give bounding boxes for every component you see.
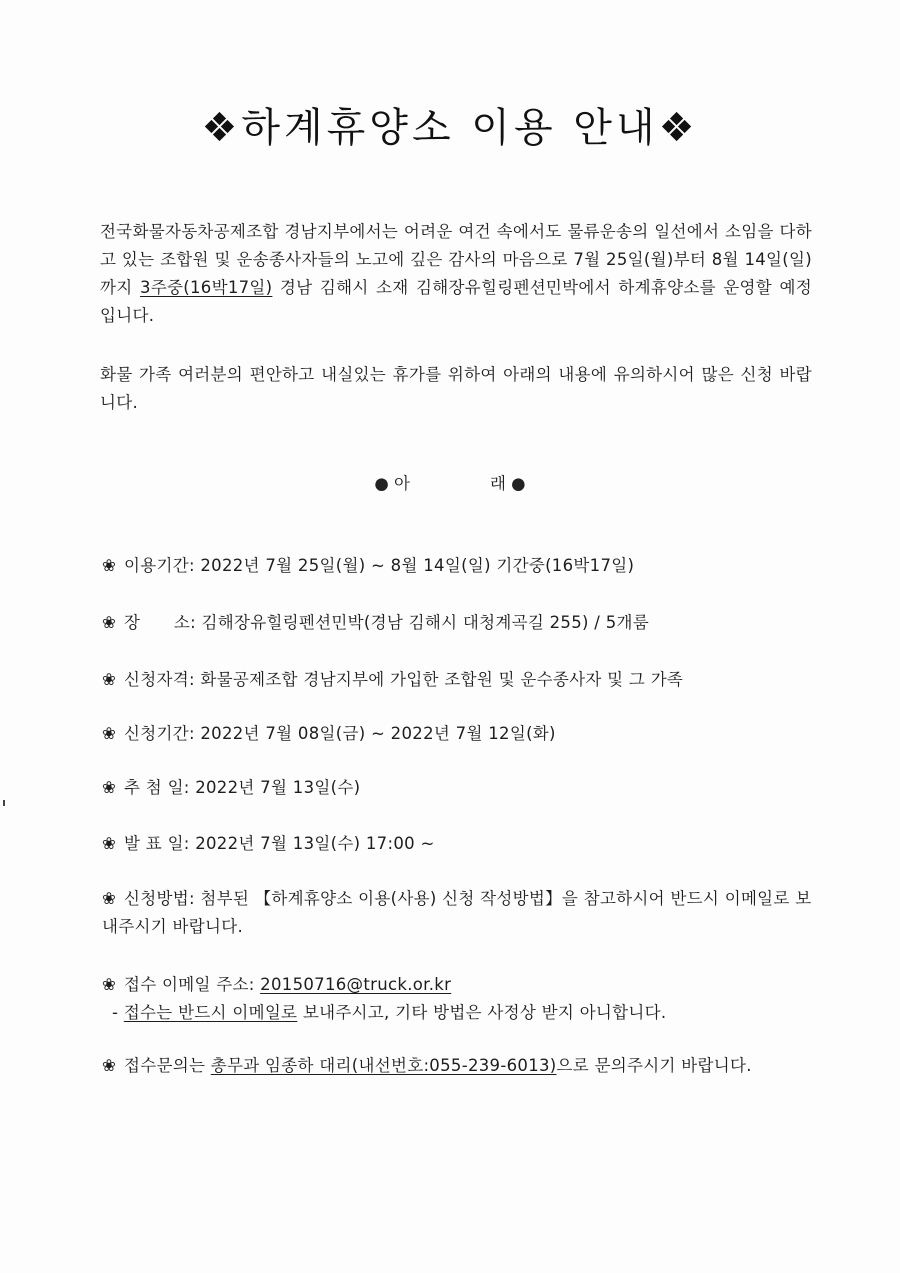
flower-bullet-icon: ❀ <box>102 975 117 994</box>
section-heading-right: 래 ● <box>490 474 526 493</box>
item-text: 신청기간: 2022년 7월 08일(금) ~ 2022년 7월 12일(화) <box>124 724 556 743</box>
inquiry-suffix: 으로 문의주시기 바랍니다. <box>556 1056 752 1075</box>
item-eligibility <box>102 666 812 694</box>
document-title: ❖하계휴양소 이용 안내❖ <box>201 105 699 151</box>
item-email <box>102 971 812 999</box>
flower-bullet-icon: ❀ <box>102 834 117 853</box>
intro-text-1: 전국화물자동차공제조합 경남지부에서는 어려운 여건 속에서도 물류운송의 일선에서 소임을 다하고 있는 조합원 및 운송종사자들의 노고에 깊은 감사의 마음으로 7월 25일(월)부터 8월 14일(일)까지 <box>100 222 812 297</box>
item-apply-period <box>102 720 812 748</box>
item-text: 발 표 일: 2022년 7월 13일(수) 17:00 ~ <box>124 834 435 853</box>
email-label: 접수 이메일 주소: <box>124 975 261 994</box>
flower-bullet-icon: ❀ <box>102 556 117 575</box>
item-place <box>102 609 812 637</box>
flower-bullet-icon: ❀ <box>102 778 117 797</box>
inquiry-contact: 총무과 임종하 대리(내선번호:055-239-6013) <box>210 1056 557 1075</box>
item-text: 이용기간: 2022년 7월 25일(월) ~ 8월 14일(일) 기간중(16박17일) <box>124 556 635 575</box>
intro-period-highlight: 3주중(16박17일) <box>139 278 273 297</box>
item-application-method <box>102 885 812 941</box>
email-link[interactable]: 20150716@truck.or.kr <box>260 975 452 994</box>
item-usage-period <box>102 552 812 580</box>
request-paragraph: 화물 가족 여러분의 편안하고 내실있는 휴가를 위하여 아래의 내용에 유의하시어 많은 신청 바랍니다. <box>100 365 812 412</box>
item-inquiry <box>102 1052 812 1080</box>
flower-bullet-icon: ❀ <box>102 613 117 632</box>
item-text: 추 첨 일: 2022년 7월 13일(수) <box>124 778 361 797</box>
item-text: 신청방법: 첨부된 【하계휴양소 이용(사용) 신청 작성방법】을 참고하시어 반드시 이메일로 보내주시기 바랍니다. <box>102 889 812 936</box>
intro-text-2: 경남 김해시 소재 김해장유힐링펜션민박에서 하계휴양소를 운영할 예정입니다. <box>100 278 812 325</box>
note-rest: 보내주시고, 기타 방법은 사정상 받지 아니합니다. <box>297 1003 667 1022</box>
scan-mark <box>3 800 5 806</box>
flower-bullet-icon: ❀ <box>102 889 117 908</box>
note-underlined: 접수는 반드시 이메일로 <box>123 1003 298 1022</box>
note-dash: - <box>112 1003 124 1022</box>
intro-paragraph <box>100 218 812 330</box>
item-text: 신청자격: 화물공제조합 경남지부에 가입한 조합원 및 운수종사자 및 그 가족 <box>124 670 684 689</box>
flower-bullet-icon: ❀ <box>102 670 117 689</box>
item-announce-date <box>102 830 812 858</box>
inquiry-prefix: 접수문의는 <box>124 1056 211 1075</box>
section-heading <box>0 470 900 494</box>
flower-bullet-icon: ❀ <box>102 724 117 743</box>
flower-bullet-icon: ❀ <box>102 1056 117 1075</box>
item-text: 장 소: 김해장유힐링펜션민박(경남 김해시 대청계곡길 255) / 5개룸 <box>124 613 649 632</box>
email-only-note <box>112 999 666 1027</box>
section-heading-left: ● 아 <box>374 474 410 493</box>
item-draw-date <box>102 774 812 802</box>
